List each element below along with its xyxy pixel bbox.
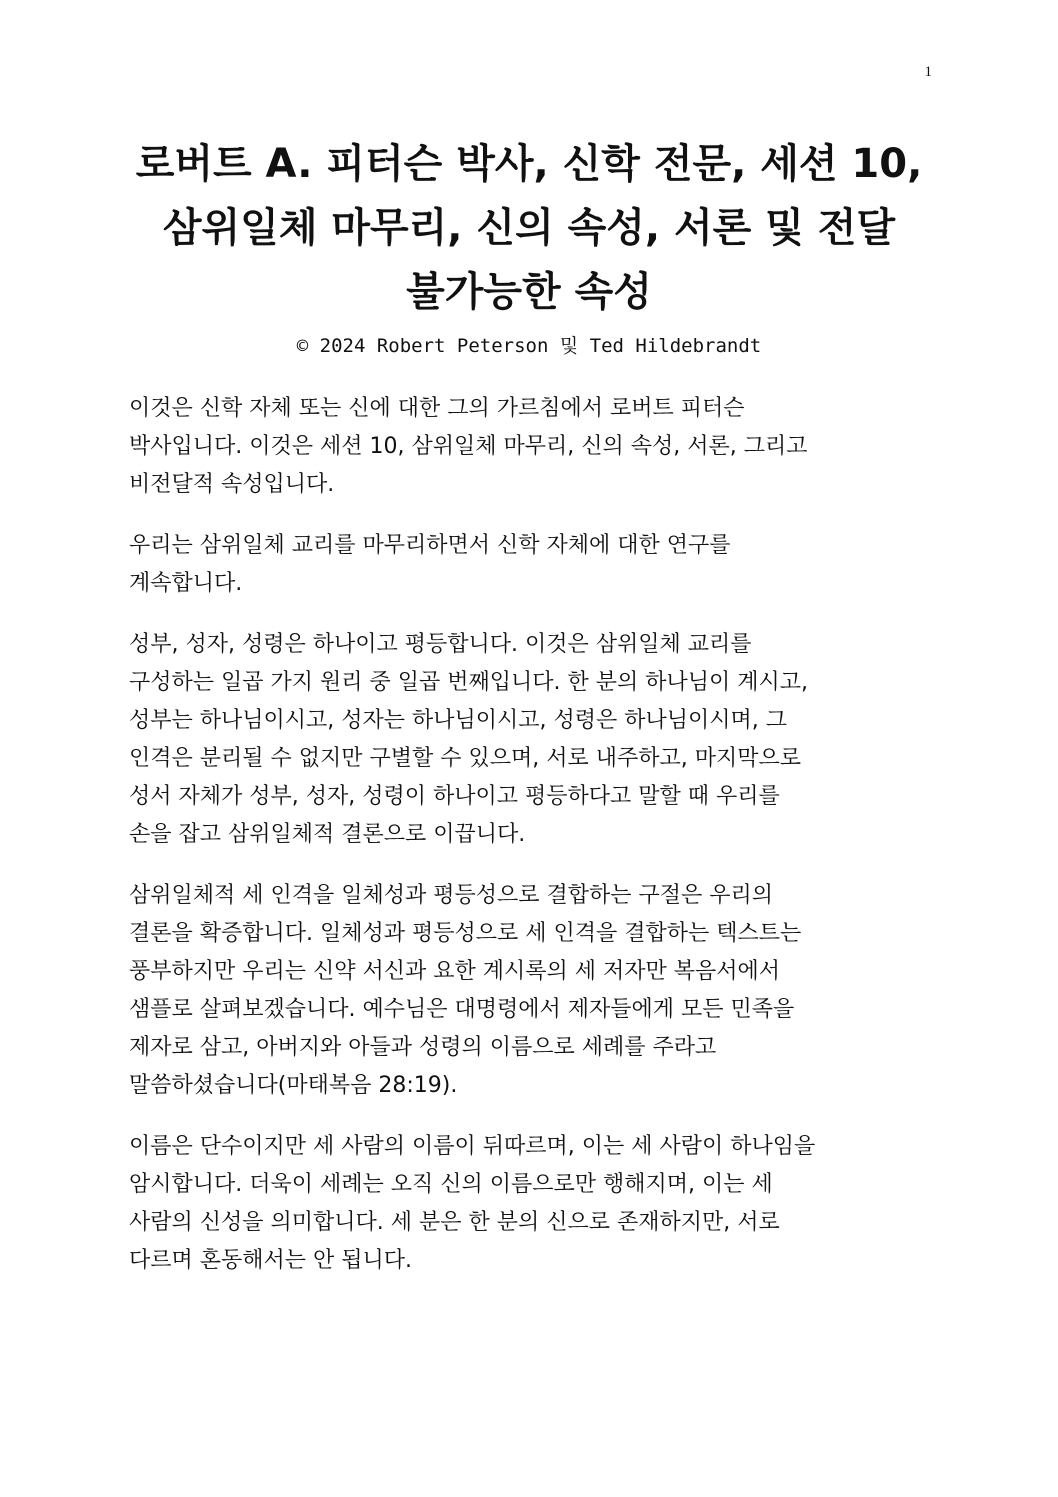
text-line: 성부, 성자, 성령은 하나이고 평등합니다. 이것은 삼위일체 교리를 (129, 632, 752, 657)
title-line: 로버트 A. 피터슨 박사, 신학 전문, 세션 10, (135, 141, 923, 187)
paragraph (129, 390, 929, 504)
document-body (129, 390, 929, 1303)
text-line: 다르며 혼동해서는 안 됩니다. (129, 1248, 412, 1273)
paragraph (129, 877, 929, 1105)
text-line: 삼위일체적 세 인격을 일체성과 평등성으로 결합하는 구절은 우리의 (129, 883, 774, 908)
text-line: 성서 자체가 성부, 성자, 성령이 하나이고 평등하다고 말할 때 우리를 (129, 784, 780, 809)
document-title (100, 132, 958, 324)
text-line: 이것은 신학 자체 또는 신에 대한 그의 가르침에서 로버트 피터슨 (129, 396, 745, 421)
text-line: 말씀하셨습니다(마태복음 28:19). (129, 1073, 458, 1098)
text-line: 사람의 신성을 의미합니다. 세 분은 한 분의 신으로 존재하지만, 서로 (129, 1210, 780, 1235)
text-line: 샘플로 살펴보겠습니다. 예수님은 대명령에서 제자들에게 모든 민족을 (129, 997, 795, 1022)
text-line: 이름은 단수이지만 세 사람의 이름이 뒤따르며, 이는 세 사람이 하나임을 (129, 1134, 816, 1159)
paragraph (129, 527, 929, 603)
text-line: 비전달적 속성입니다. (129, 472, 335, 497)
text-line: 제자로 삼고, 아버지와 아들과 성령의 이름으로 세례를 주라고 (129, 1035, 717, 1060)
text-line: 손을 잡고 삼위일체적 결론으로 이끕니다. (129, 822, 526, 847)
text-line: 계속합니다. (129, 571, 243, 596)
text-line: 풍부하지만 우리는 신약 서신과 요한 계시록의 세 저자만 복음서에서 (129, 959, 781, 984)
paragraph (129, 1128, 929, 1280)
text-line: 박사입니다. 이것은 세션 10, 삼위일체 마무리, 신의 속성, 서론, 그리고 (129, 434, 808, 459)
text-line: 우리는 삼위일체 교리를 마무리하면서 신학 자체에 대한 연구를 (129, 533, 731, 558)
page-number: 1 (924, 64, 932, 80)
text-line: 결론을 확증합니다. 일체성과 평등성으로 세 인격을 결합하는 텍스트는 (129, 921, 802, 946)
copyright-notice: © 2024 Robert Peterson 및 Ted Hildebrandt (296, 335, 762, 357)
text-line: 구성하는 일곱 가지 원리 중 일곱 번째입니다. 한 분의 하나님이 계시고, (129, 670, 808, 695)
text-line: 성부는 하나님이시고, 성자는 하나님이시고, 성령은 하나님이시며, 그 (129, 708, 787, 733)
title-line: 불가능한 속성 (406, 269, 652, 315)
text-line: 암시합니다. 더욱이 세례는 오직 신의 이름으로만 행해지며, 이는 세 (129, 1172, 773, 1197)
paragraph (129, 626, 929, 854)
title-line: 삼위일체 마무리, 신의 속성, 서론 및 전달 (162, 205, 896, 251)
text-line: 인격은 분리될 수 없지만 구별할 수 있으며, 서로 내주하고, 마지막으로 (129, 746, 801, 771)
